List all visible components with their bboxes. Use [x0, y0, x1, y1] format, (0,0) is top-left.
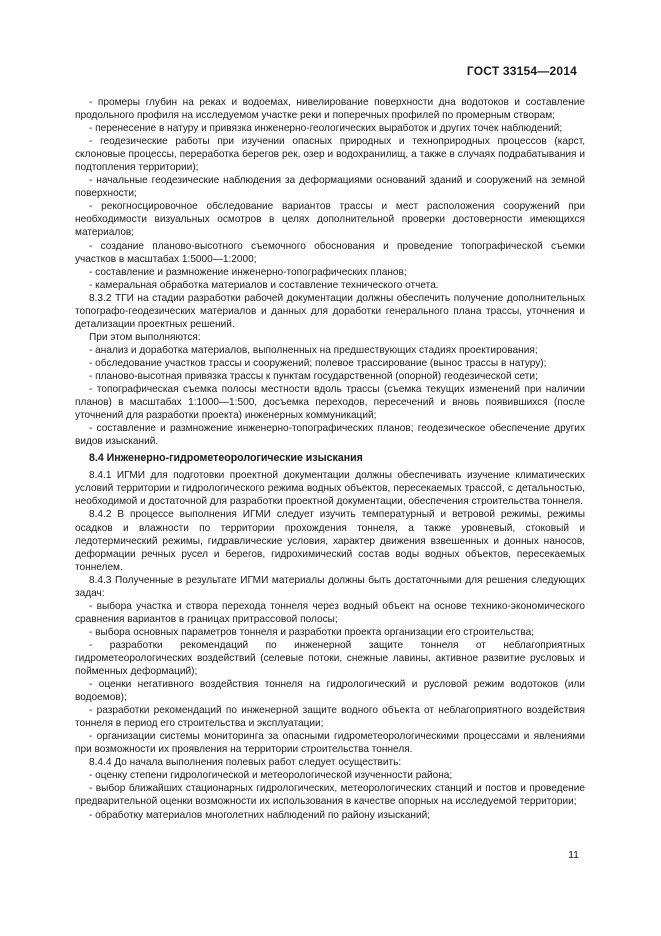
paragraph: 8.4.1 ИГМИ для подготовки проектной документации должны обеспечивать изучение климатических условий территории и гидрологического режима водных объектов, пересекаемых трассой, с детальностью, необходимой и достаточной для разработки проектной документации, обеспечения строительства тоннеля. [75, 470, 585, 508]
paragraph: - промеры глубин на реках и водоемах, нивелирование поверхности дна водотоков и составление продольного профиля на исследуемом участке реки и поперечных профилей по промерным створам; [75, 97, 585, 122]
paragraph: - разработки рекомендаций по инженерной защите водного объекта от неблагоприятного воздействия тоннеля в период его строительства и эксплуатации; [75, 705, 585, 730]
paragraph: - организации системы мониторинга за опасными гидрометеорологическими процессами и явлениями при возможности их проявления на территории строительства тоннеля. [75, 731, 585, 756]
paragraph: - оценки негативного воздействия тоннеля на гидрологический и русловой режим водотоков (или водоемов); [75, 679, 585, 704]
paragraph-group-1 [75, 96, 585, 448]
paragraph: - анализ и доработка материалов, выполненных на предшествующих стадиях проектирования; [89, 344, 538, 356]
paragraph: - камеральная обработка материалов и составление технического отчета. [89, 279, 439, 291]
paragraph: При этом выполняются: [89, 331, 201, 343]
paragraph: 8.4.3 Полученные в результате ИГМИ материалы должны быть достаточными для решения следующих задач: [75, 574, 585, 599]
section-heading: 8.4 Инженерно-гидрометеорологические изыскания [89, 452, 363, 465]
paragraph: - геодезические работы при изучении опасных природных и техноприродных процессов (карст, склоновые процессы, переработка берегов рек, озер и водохранилищ, а также в случаях подрабатывания и подтопления территории); [75, 136, 585, 174]
paragraph: - выбора основных параметров тоннеля и разработки проекта организации его строительства; [89, 626, 535, 638]
paragraph: 8.3.2 ТГИ на стадии разработки рабочей документации должны обеспечить получение дополнительных топографо-геодезических материалов и данных для доработки генерального плана трассы, уточнения и детализации проектных решений. [75, 292, 585, 330]
document-header-id: ГОСТ 33154—2014 [466, 64, 577, 78]
paragraph: 8.4.4 До начала выполнения полевых работ следует осуществить: [89, 757, 402, 769]
paragraph-group-2 [75, 469, 585, 821]
paragraph: - рекогносцировочное обследование вариантов трассы и мест расположения сооружений при необходимости визуальных осмотров в целях дополнительной проверки достоверности имеющихся материалов; [75, 201, 585, 239]
paragraph: - планово-высотная привязка трассы к пунктам государственной (опорной) геодезической сети; [89, 370, 538, 382]
paragraph: - выбора участка и створа перехода тоннеля через водный объект на основе технико-экономического сравнения вариантов в границах притрассовой полосы; [75, 600, 585, 625]
paragraph: - оценку степени гидрологической и метеорологической изученности района; [89, 770, 453, 782]
paragraph: 8.4.2 В процессе выполнения ИГМИ следует изучить температурный и ветровой режимы, режимы осадков и влажности по территории прохождения тоннеля, а также уровневый, стоковый и ледотермический режимы, гидравлические условия, характер движения взвешенных и донных наносов, деформации речных русел и берегов, гидрохимический состав воды водных объектов, пересекаемых тоннелем. [75, 509, 585, 573]
paragraph: - перенесение в натуру и привязка инженерно-геологических выработок и других точек наблюдений; [89, 123, 563, 135]
paragraph: - обследование участков трассы и сооружений; полевое трассирование (вынос трассы в натуру); [89, 357, 547, 369]
paragraph: - начальные геодезические наблюдения за деформациями оснований зданий и сооружений на земной поверхности; [75, 175, 585, 200]
paragraph: - создание планово-высотного съемочного обоснования и проведение топографической съемки участков в масштабах 1:5000—1:2000; [75, 240, 585, 265]
paragraph: - топографическая съемка полосы местности вдоль трассы (съемка текущих изменений при наличии планов) в масштабах 1:1000—1:500, досъемка переходов, пересечений и вновь появившихся (после уточнений для разработки проекта) инженерных коммуникаций; [75, 384, 585, 422]
paragraph: - обработку материалов многолетних наблюдений по району изысканий; [89, 809, 431, 821]
document-body [75, 96, 585, 822]
paragraph: - выбор ближайших стационарных гидрологических, метеорологических станций и постов и проведение предварительной оценки возможности их использования в качестве опорных на исследуемой территории; [75, 783, 585, 808]
paragraph: - разработки рекомендаций по инженерной защите тоннеля от неблагоприятных гидрометеорологических воздействий (селевые потоки, снежные лавины, активное развитие русловых и пойменных деформаций); [75, 639, 585, 678]
paragraph: - составление и размножение инженерно-топографических планов; [89, 266, 407, 278]
page-number: 11 [568, 849, 579, 861]
paragraph: - составление и размножение инженерно-топографических планов; геодезическое обеспечение других видов изысканий. [75, 423, 585, 448]
